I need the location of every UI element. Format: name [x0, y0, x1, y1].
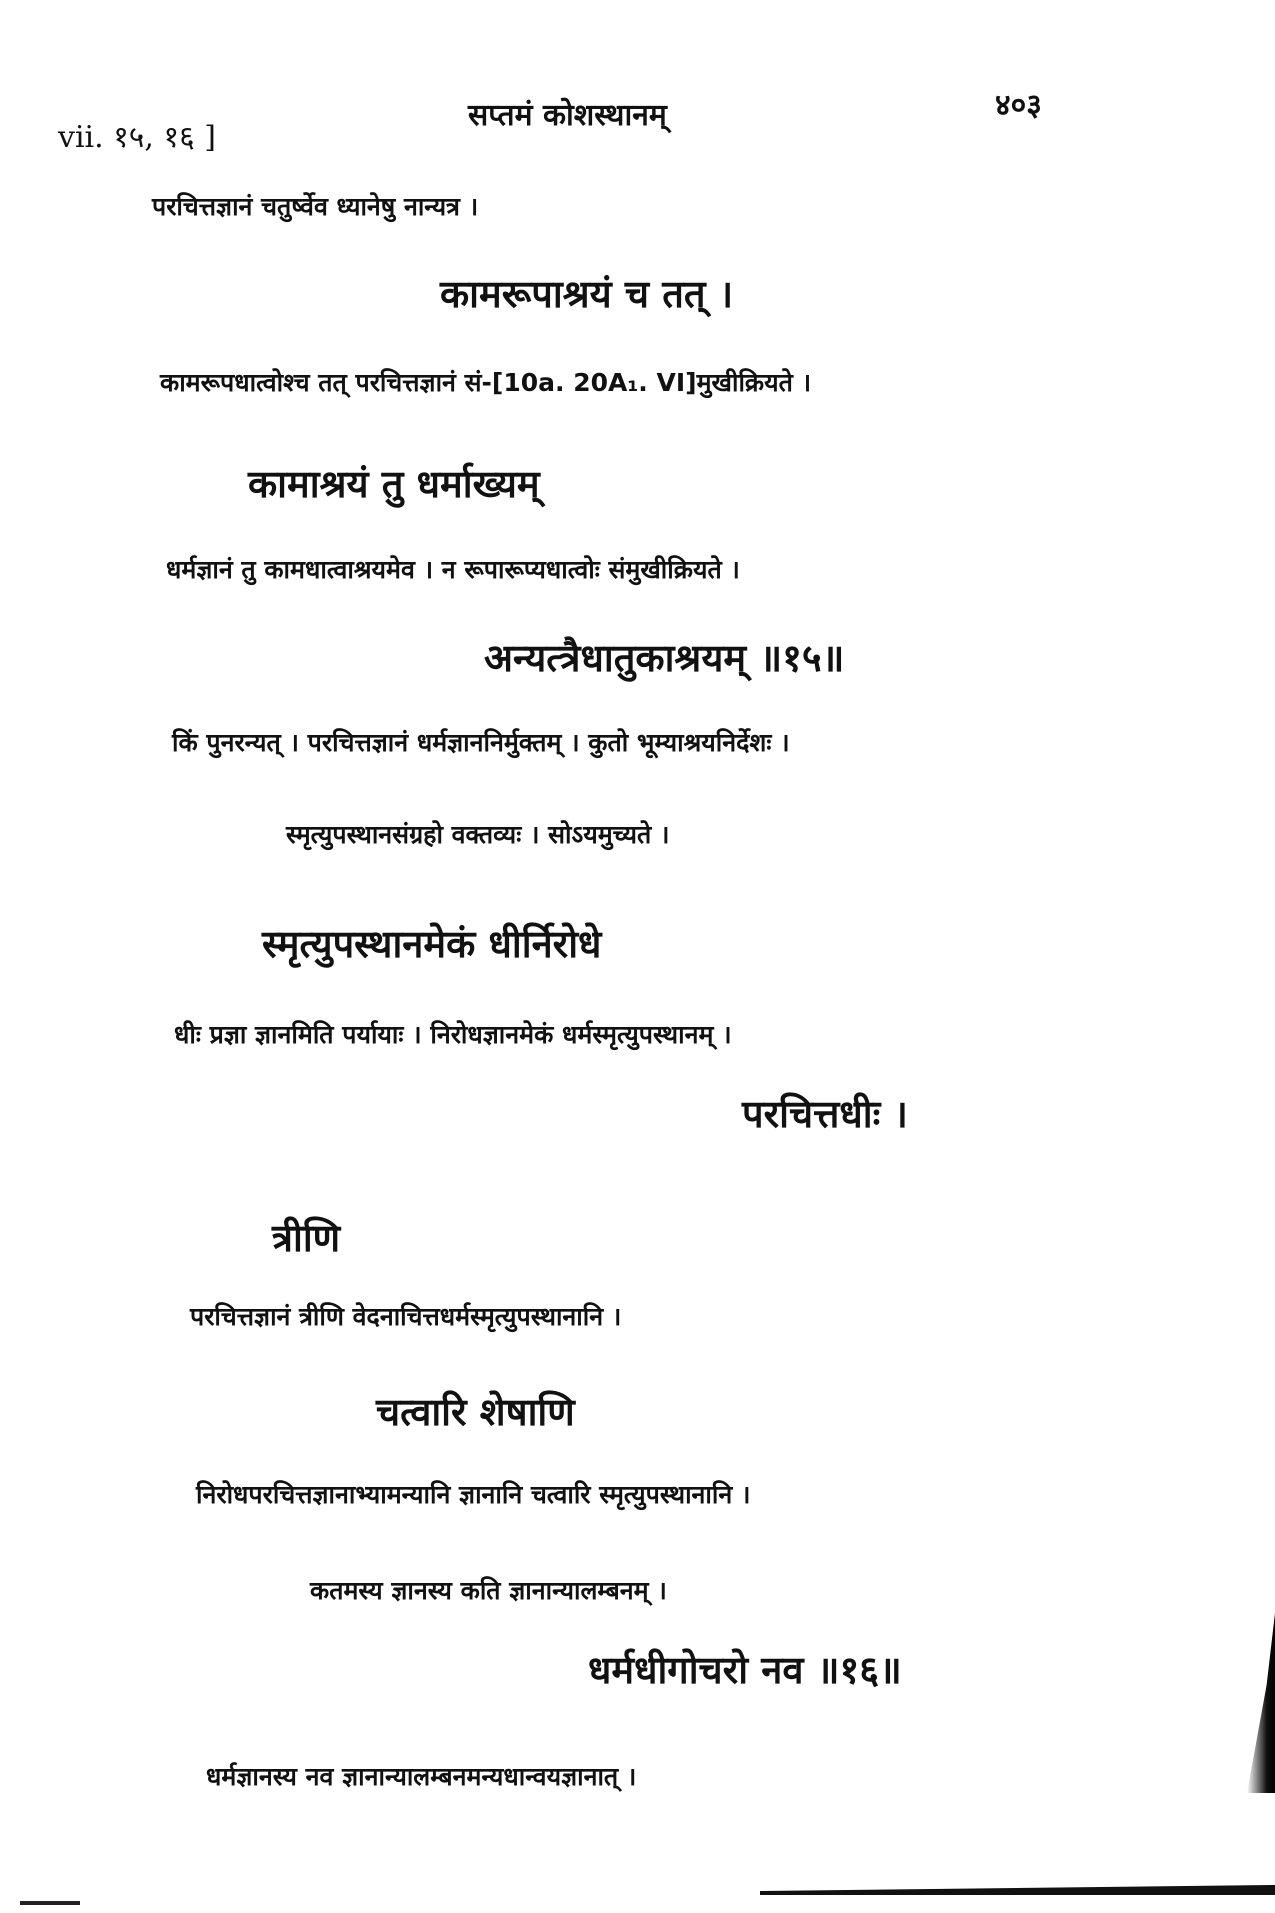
page-number: ४०३ — [995, 88, 1042, 123]
verse-line: परचित्तधीः । — [742, 1092, 908, 1136]
commentary-line: कतमस्य ज्ञानस्य कति ज्ञानान्यालम्बनम् । — [310, 1576, 667, 1605]
scan-edge-shadow — [1247, 1613, 1275, 1793]
verse-line: स्मृत्युपस्थानमेकं धीर्निरोधे — [262, 922, 602, 966]
commentary-line: धर्मज्ञानं तु कामधात्वाश्रयमेव । न रूपारूप्यधात्वोः संमुखीक्रियते । — [166, 555, 740, 584]
verse-line: धर्मधीगोचरो नव ॥१६॥ — [588, 1648, 902, 1692]
verse-line: अन्यत्त्रैधातुकाश्रयम् ॥१५॥ — [484, 636, 845, 680]
commentary-line: स्मृत्युपस्थानसंग्रहो वक्तव्यः । सोऽयमुच्यते । — [286, 820, 670, 849]
scan-bottom-mark — [760, 1885, 1275, 1895]
commentary-line: किं पुनरन्यत् । परचित्तज्ञानं धर्मज्ञाननिर्मुक्तम् । कुतो भूम्याश्रयनिर्देशः । — [172, 728, 790, 757]
commentary-line: धर्मज्ञानस्य नव ज्ञानान्यालम्बनमन्यधान्वयज्ञानात् । — [206, 1762, 637, 1791]
section-reference: vii. १५, १६ ] — [58, 120, 216, 155]
commentary-line: धीः प्रज्ञा ज्ञानमिति पर्यायाः । निरोधज्ञानमेकं धर्मस्मृत्युपस्थानम् । — [174, 1020, 732, 1049]
commentary-line: परचित्तज्ञानं चतुर्ष्वेव ध्यानेषु नान्यत्र । — [152, 192, 479, 221]
scan-bottom-left-mark — [20, 1901, 80, 1905]
verse-line: चत्वारि शेषाणि — [376, 1390, 575, 1434]
commentary-line: परचित्तज्ञानं त्रीणि वेदनाचित्तधर्मस्मृत्युपस्थानानि । — [190, 1302, 622, 1331]
verse-line: त्रीणि — [272, 1216, 341, 1260]
verse-line: कामरूपाश्रयं च तत् । — [440, 272, 734, 316]
verse-line: कामाश्रयं तु धर्माख्यम् — [248, 462, 540, 506]
commentary-line: कामरूपधात्वोश्च तत् परचित्तज्ञानं सं-[10a. 20A₁. VI]मुखीक्रियते । — [160, 368, 812, 397]
commentary-line: निरोधपरचित्तज्ञानाभ्यामन्यानि ज्ञानानि चत्वारि स्मृत्युपस्थानानि । — [196, 1480, 751, 1509]
page-header-title: सप्तमं कोशस्थानम् — [468, 98, 667, 133]
